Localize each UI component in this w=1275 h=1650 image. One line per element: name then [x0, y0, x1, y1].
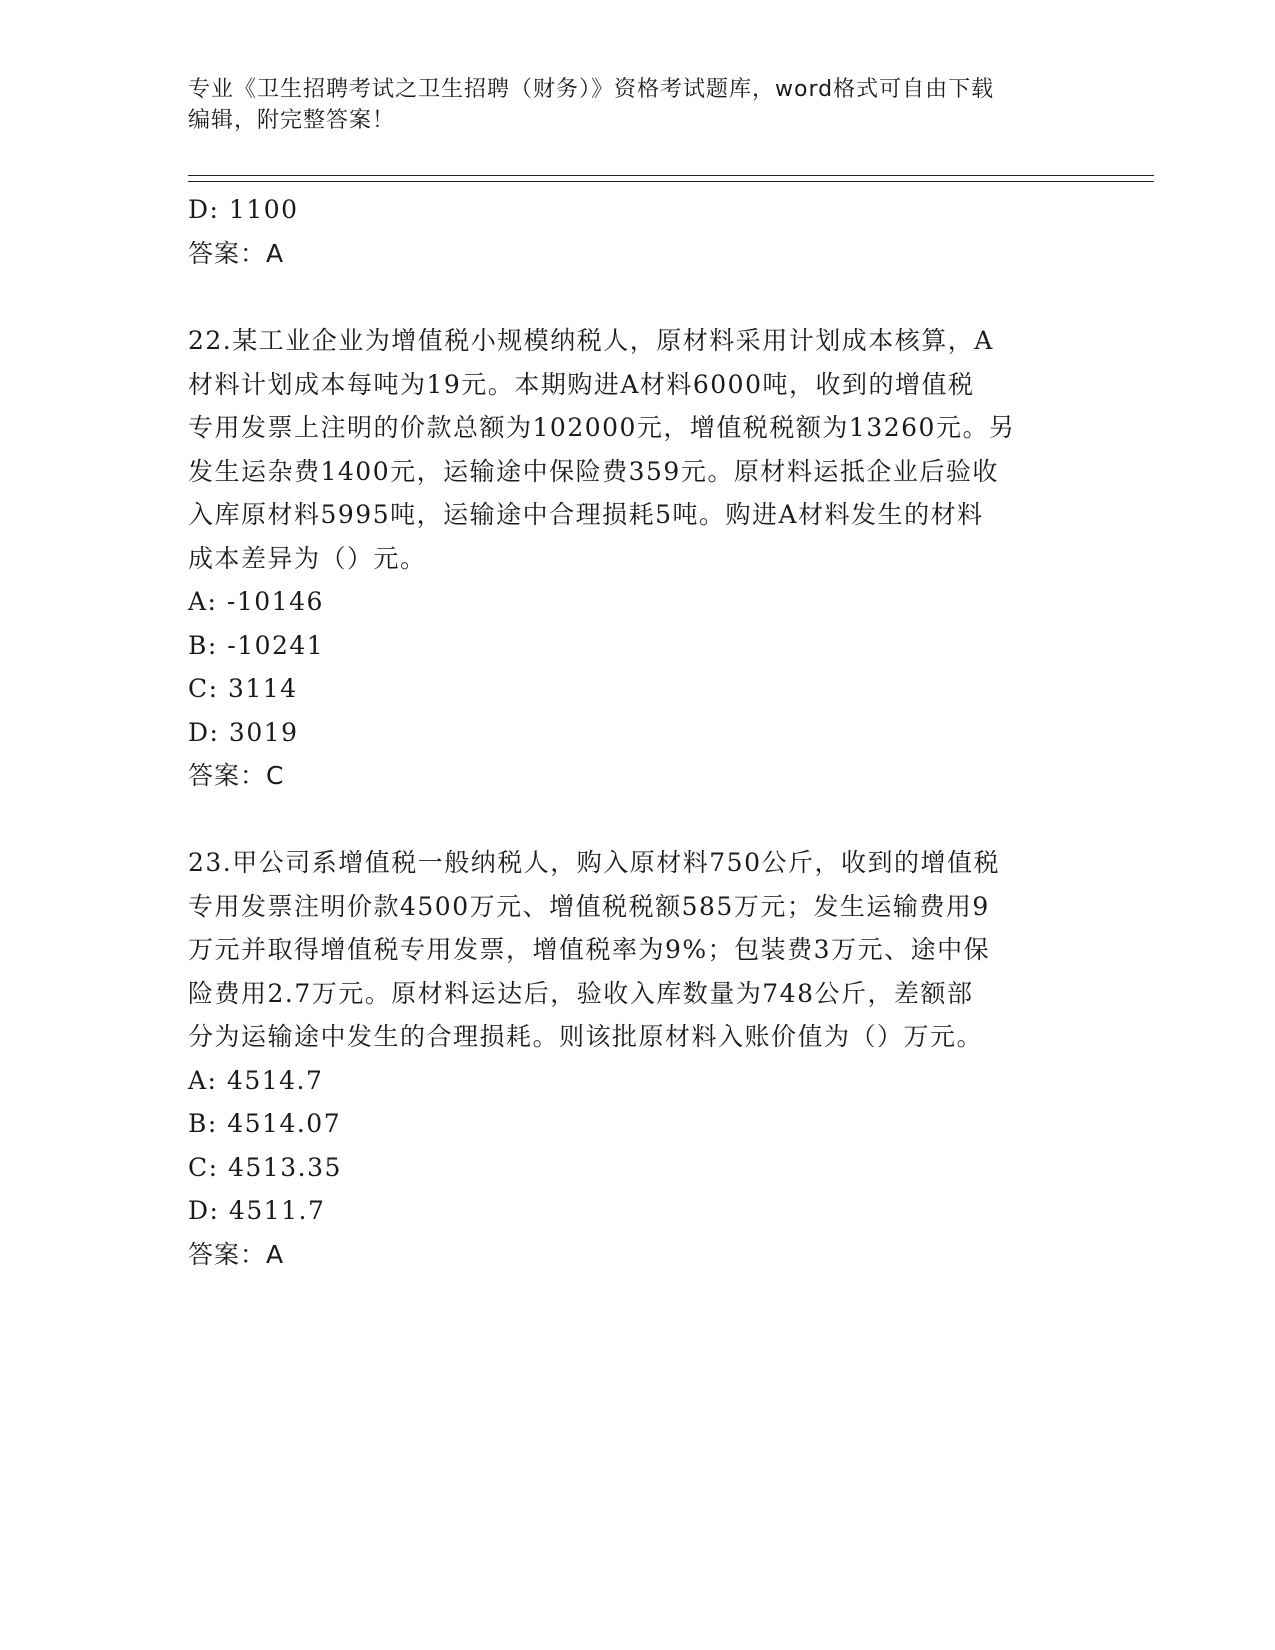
q21-answer: 答案：A: [188, 239, 285, 268]
q23-stem-line: 分为运输途中发生的合理损耗。则该批原材料入账价值为（）万元。: [188, 1022, 984, 1051]
header-title-line-2: 编辑，附完整答案！: [188, 108, 396, 133]
q21-option-d: D: 1100: [188, 195, 299, 224]
q23-option-c: C: 4513.35: [188, 1153, 342, 1182]
q22-stem-line: 材料计划成本每吨为19元。本期购进A材料6000吨，收到的增值税: [188, 370, 975, 399]
q23-option-a: A: 4514.7: [188, 1066, 324, 1095]
q23-stem-line: 险费用2.7万元。原材料运达后，验收入库数量为748公斤，差额部: [188, 979, 974, 1008]
q22-stem-line: 入库原材料5995吨，运输途中合理损耗5吨。购进A材料发生的材料: [188, 500, 984, 529]
q22-stem-line: 发生运杂费1400元，运输途中保险费359元。原材料运抵企业后验收: [188, 457, 999, 486]
q22-option-a: A: -10146: [188, 587, 324, 616]
q22-option-c: C: 3114: [188, 674, 298, 703]
q22-stem-line: 22.某工业企业为增值税小规模纳税人，原材料采用计划成本核算，A: [188, 326, 994, 355]
q22-option-d: D: 3019: [188, 718, 299, 747]
page-header: [188, 74, 1088, 136]
q23-stem-line: 23.甲公司系增值税一般纳税人，购入原材料750公斤，收到的增值税: [188, 848, 1000, 877]
q23-stem-line: 专用发票注明价款4500万元、增值税税额585万元；发生运输费用9: [188, 892, 990, 921]
q23-answer: 答案：A: [188, 1240, 285, 1269]
q23-stem-line: 万元并取得增值税专用发票，增值税率为9%；包装费3万元、途中保: [188, 935, 991, 964]
q22-stem-line: 成本差异为（）元。: [188, 544, 427, 573]
q22-answer: 答案：C: [188, 761, 285, 790]
q23-option-b: B: 4514.07: [188, 1109, 342, 1138]
q23-option-d: D: 4511.7: [188, 1196, 326, 1225]
header-title-line-1: 专业《卫生招聘考试之卫生招聘（财务）》资格考试题库，word格式可自由下载: [188, 77, 995, 102]
q22-stem-line: 专用发票上注明的价款总额为102000元，增值税税额为13260元。另: [188, 413, 1016, 442]
q22-option-b: B: -10241: [188, 631, 325, 660]
header-rule-bottom: [188, 181, 1154, 182]
header-rule-top: [188, 175, 1154, 176]
